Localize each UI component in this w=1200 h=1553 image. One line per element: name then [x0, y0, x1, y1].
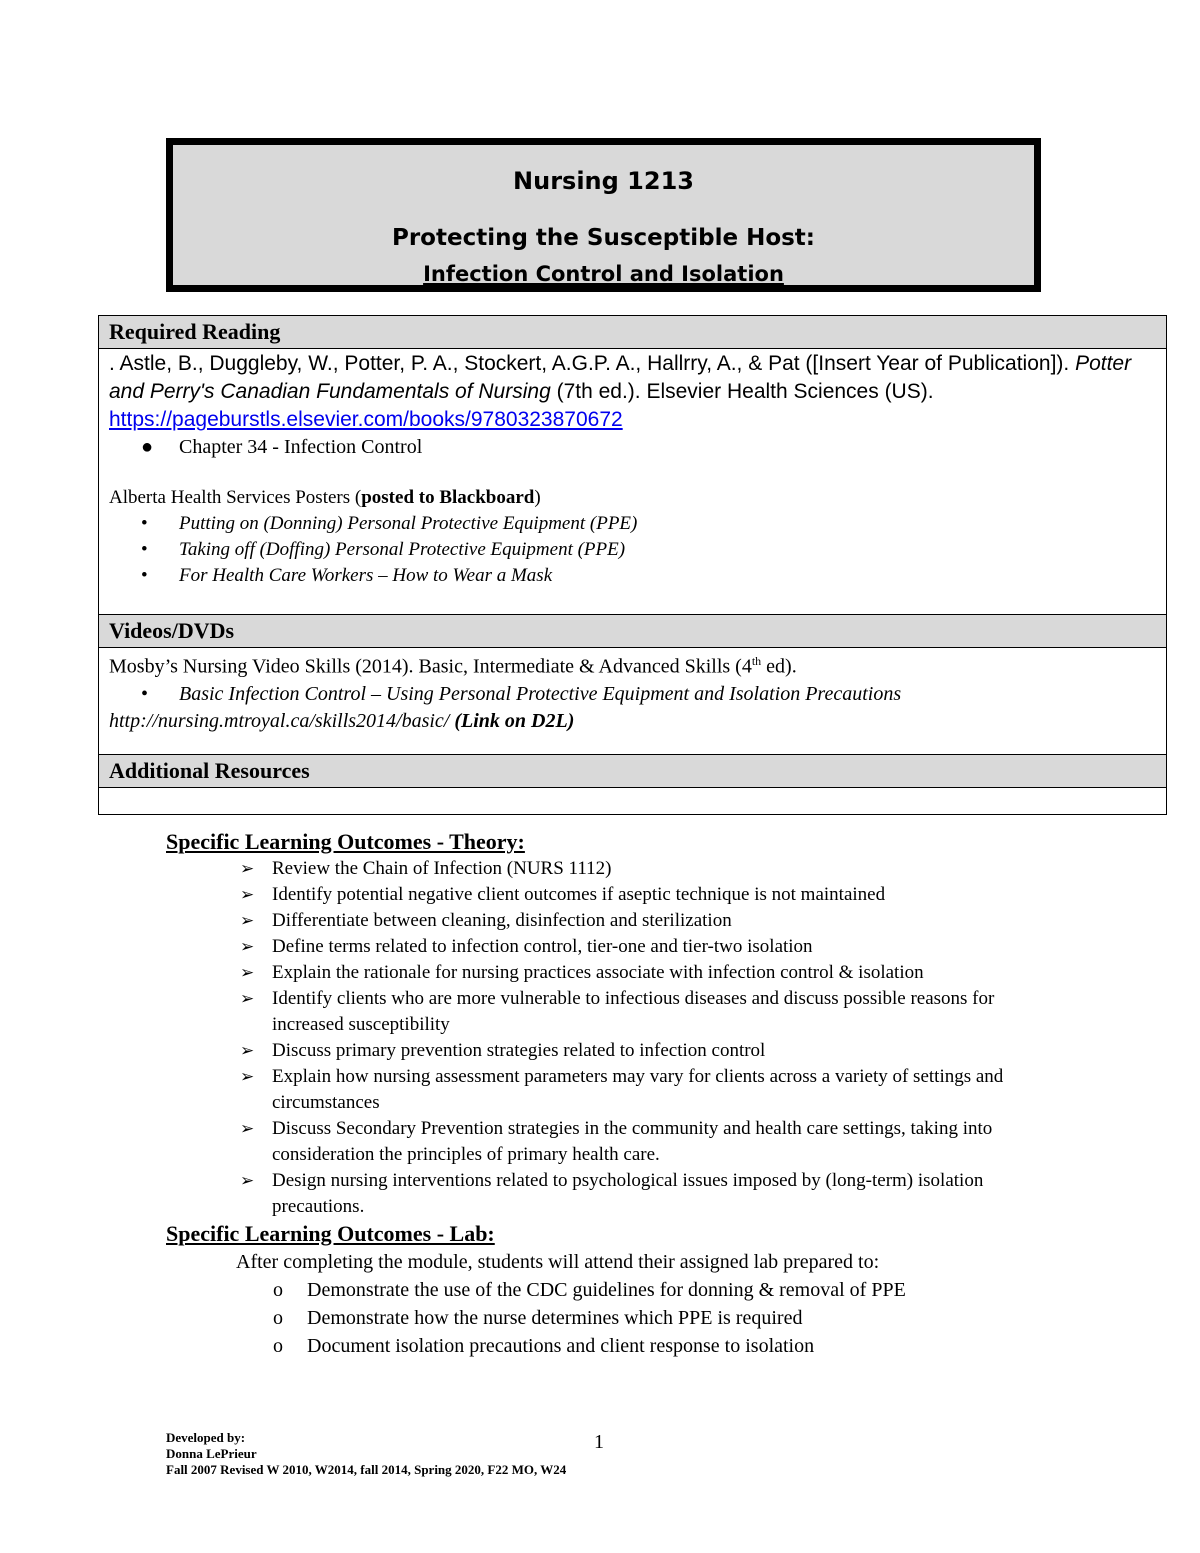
arrow-bullet-icon: ➢ [240, 885, 255, 904]
arrow-bullet-icon: ➢ [240, 1171, 255, 1190]
bullet-icon: • [141, 513, 148, 534]
arrow-bullet-icon: ➢ [240, 963, 255, 982]
list-item: ➢ Explain the rationale for nursing practices associate with infection control & isolation [166, 960, 1066, 986]
document-title-box [166, 138, 1041, 292]
posters-line: Alberta Health Services Posters (posted to Blackboard) [109, 487, 541, 508]
bullet-icon: • [141, 565, 148, 586]
circle-bullet-icon: o [273, 1307, 283, 1329]
lab-intro: After completing the module, students will attend their assigned lab prepared to: [236, 1251, 880, 1273]
arrow-bullet-icon: ➢ [240, 989, 255, 1008]
lab-list [166, 1276, 1066, 1360]
additional-resources-cell [99, 788, 1167, 815]
videos-cell [99, 648, 1167, 755]
poster-item: • For Health Care Workers – How to Wear a Mask [109, 563, 1166, 589]
list-item: ➢ Identify potential negative client outcomes if aseptic technique is not maintained [166, 882, 1066, 908]
list-item: o Demonstrate how the nurse determines which PPE is required [166, 1304, 1066, 1332]
list-item: o Document isolation precautions and client response to isolation [166, 1332, 1066, 1360]
bullet-icon: • [141, 539, 148, 560]
list-item: ➢ Review the Chain of Infection (NURS 1112) [166, 856, 1066, 882]
list-item: ➢ Design nursing interventions related to psychological issues imposed by (long-term) isolation precautions. [240, 1170, 984, 1217]
arrow-bullet-icon: ➢ [240, 1041, 255, 1060]
video-url[interactable]: http://nursing.mtroyal.ca/skills2014/basic/ [109, 709, 450, 732]
citation-publisher: (7th ed.). Elsevier Health Sciences (US). [550, 380, 934, 403]
bullet-icon: ● [141, 436, 154, 458]
list-item: ➢ Discuss Secondary Prevention strategies in the community and health care settings, taking into consideration the principles of primary health care. [240, 1118, 993, 1165]
list-item: ➢ Discuss primary prevention strategies related to infection control [166, 1038, 1066, 1064]
videos-heading: Videos/DVDs [99, 615, 1167, 648]
theory-list [166, 856, 1066, 1220]
arrow-bullet-icon: ➢ [240, 911, 255, 930]
video-title: Basic Infection Control – Using Personal Protective Equipment and Isolation Precautions [179, 682, 902, 705]
circle-bullet-icon: o [273, 1279, 283, 1301]
resources-table [98, 315, 1167, 815]
video-source: Mosby’s Nursing Video Skills (2014). Basic, Intermediate & Advanced Skills (4th ed). [109, 654, 797, 678]
additional-resources-heading: Additional Resources [99, 755, 1167, 788]
arrow-bullet-icon: ➢ [240, 859, 255, 878]
learning-outcomes [166, 828, 1066, 1360]
citation-title: Potter and Perry's Canadian Fundamentals of Nursing [109, 352, 1132, 403]
circle-bullet-icon: o [273, 1335, 283, 1357]
video-url-line [109, 708, 1166, 735]
video-item [109, 681, 1166, 708]
posters-location: posted to Blackboard [361, 487, 535, 508]
list-item: ➢ Differentiate between cleaning, disinfection and sterilization [166, 908, 1066, 934]
theory-heading: Specific Learning Outcomes - Theory: [166, 829, 525, 854]
poster-item: • Taking off (Doffing) Personal Protective Equipment (PPE) [109, 537, 1166, 563]
list-item: o Demonstrate the use of the CDC guidelines for donning & removal of PPE [166, 1276, 1066, 1304]
list-item: ➢ Identify clients who are more vulnerable to infectious diseases and discuss possible reasons for increased susceptibility [240, 988, 995, 1035]
required-reading-cell [99, 349, 1167, 615]
developed-by-label: Developed by: [166, 1430, 246, 1445]
chapter-item [109, 434, 1166, 461]
bullet-icon: • [141, 682, 149, 705]
textbook-link[interactable]: https://pageburstls.elsevier.com/books/9780323870672 [109, 408, 623, 431]
arrow-bullet-icon: ➢ [240, 1119, 255, 1138]
revision-history: Fall 2007 Revised W 2010, W2014, fall 2014, Spring 2020, F22 MO, W24 [166, 1462, 567, 1477]
citation-authors: . Astle, B., Duggleby, W., Potter, P. A., Stockert, A.G.P. A., Hallrry, A., & Pat ([Insert Year of Publication]). [109, 352, 1076, 375]
poster-item: • Putting on (Donning) Personal Protective Equipment (PPE) [109, 511, 1166, 537]
page-number: 1 [594, 1431, 604, 1453]
footer [166, 1430, 566, 1478]
required-reading-heading: Required Reading [99, 316, 1167, 349]
video-url-note: (Link on D2L) [449, 709, 575, 732]
author-name: Donna LePrieur [166, 1446, 257, 1461]
list-item: ➢ Explain how nursing assessment parameters may vary for clients across a variety of settings and circumstances [240, 1066, 1004, 1113]
arrow-bullet-icon: ➢ [240, 937, 255, 956]
module-subtitle: Infection Control and Isolation [423, 262, 784, 286]
module-title: Protecting the Susceptible Host: [391, 225, 816, 251]
list-item: ➢ Define terms related to infection control, tier-one and tier-two isolation [166, 934, 1066, 960]
chapter-label: Chapter 34 - Infection Control [179, 436, 423, 458]
lab-heading: Specific Learning Outcomes - Lab: [166, 1221, 495, 1246]
course-name: Nursing 1213 [513, 167, 694, 195]
textbook-citation [109, 349, 1166, 434]
arrow-bullet-icon: ➢ [240, 1067, 255, 1086]
